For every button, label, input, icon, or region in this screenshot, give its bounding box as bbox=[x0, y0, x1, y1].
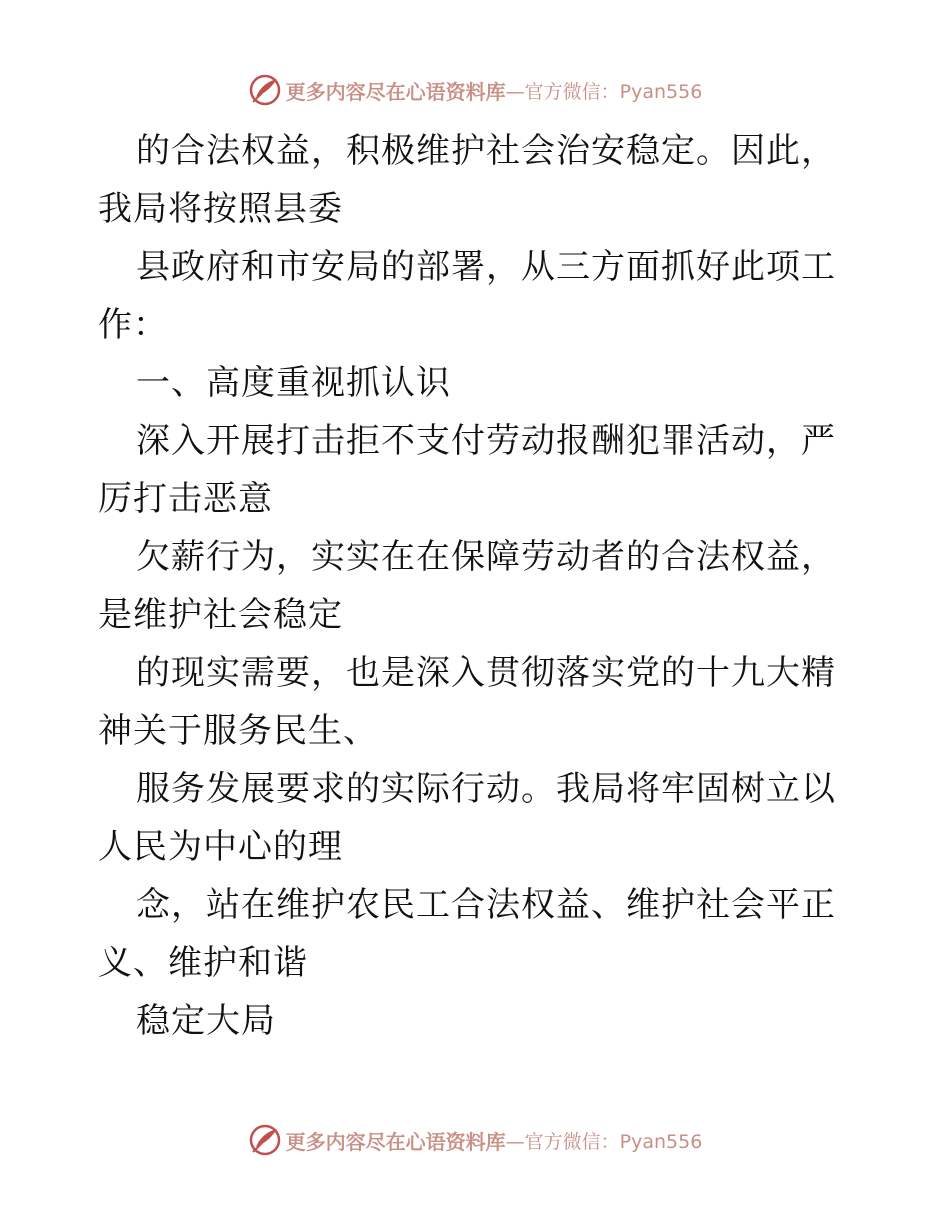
paragraph: 服务发展要求的实际行动。我局将牢固树立以人民为中心的理 bbox=[98, 769, 836, 867]
paragraph: 念，站在维护农民工合法权益、维护社会平正义、维护和谐 bbox=[98, 885, 836, 983]
paragraph: 的现实需要，也是深入贯彻落实党的十九大精神关于服务民生、 bbox=[98, 653, 836, 751]
banner-sub-text: —官方微信：Pyan556 bbox=[505, 80, 703, 103]
feather-pen-icon bbox=[248, 73, 282, 107]
paragraph: 的合法权益，积极维护社会治安稳定。因此，我局将按照县委 bbox=[98, 131, 836, 229]
paragraph: 稳定大局 bbox=[136, 1001, 276, 1041]
banner-main-text: 更多内容尽在心语资料库 bbox=[285, 79, 506, 104]
banner-main-text: 更多内容尽在心语资料库 bbox=[285, 1129, 506, 1154]
document-body bbox=[98, 122, 858, 1050]
footer-banner bbox=[0, 1120, 950, 1160]
paragraph: 欠薪行为，实实在在保障劳动者的合法权益，是维护社会稳定 bbox=[98, 537, 836, 635]
banner-sub-text: —官方微信：Pyan556 bbox=[505, 1130, 703, 1153]
paragraph: 县政府和市安局的部署，从三方面抓好此项工作： bbox=[98, 247, 836, 345]
section-heading: 一、高度重视抓认识 bbox=[136, 363, 451, 403]
paragraph: 深入开展打击拒不支付劳动报酬犯罪活动，严厉打击恶意 bbox=[98, 421, 836, 519]
header-banner bbox=[0, 70, 950, 110]
feather-pen-icon bbox=[248, 1123, 282, 1157]
